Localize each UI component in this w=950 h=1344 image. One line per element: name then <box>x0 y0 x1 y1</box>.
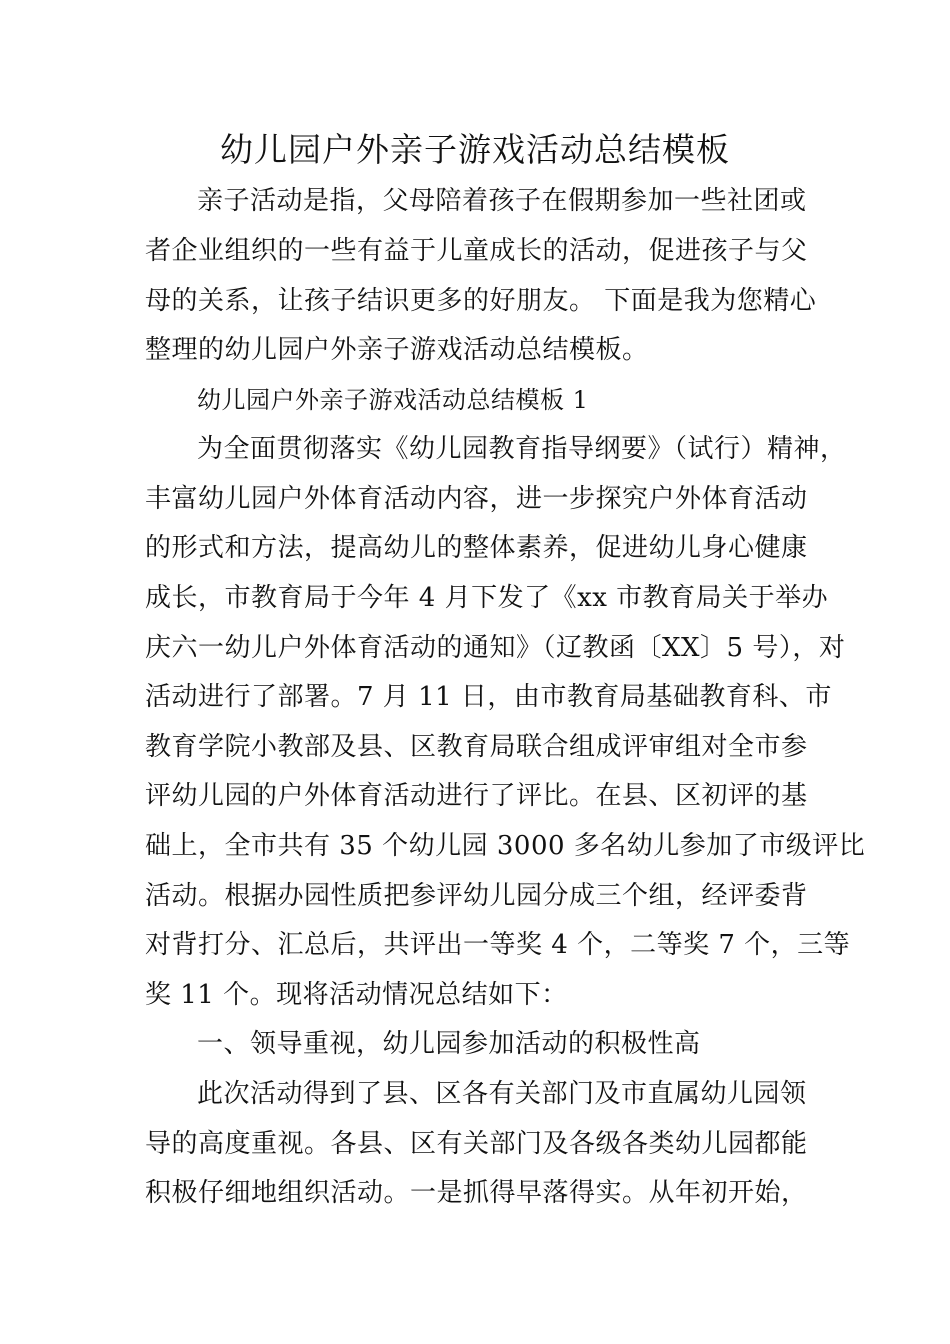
paragraph-line: 丰富幼儿园户外体育活动内容，进一步探究户外体育活动 <box>145 484 808 514</box>
paragraph-line: 的形式和方法，提高幼儿的整体素养，促进幼儿身心健康 <box>145 533 808 563</box>
paragraph-line: 亲子活动是指，父母陪着孩子在假期参加一些社团或 <box>197 186 807 216</box>
section-heading: 幼儿园户外亲子游戏活动总结模板 1 <box>197 386 589 414</box>
paragraph-line: 评幼儿园的户外体育活动进行了评比。在县、区初评的基 <box>145 781 808 811</box>
paragraph-line: 积极仔细地组织活动。一是抓得早落得实。从年初开始， <box>145 1178 808 1208</box>
paragraph-line: 母的关系，让孩子结识更多的好朋友。 下面是我为您精心 <box>145 286 817 316</box>
paragraph-line: 整理的幼儿园户外亲子游戏活动总结模板。 <box>145 335 649 365</box>
paragraph-line: 础上，全市共有 35 个幼儿园 3000 多名幼儿参加了市级评比 <box>145 831 866 861</box>
paragraph-line: 庆六一幼儿户外体育活动的通知》（辽教函〔XX〕5 号），对 <box>145 633 846 663</box>
paragraph-line: 为全面贯彻落实《幼儿园教育指导纲要》（试行）精神， <box>197 434 847 464</box>
paragraph-line: 活动进行了部署。7 月 11 日，由市教育局基础教育科、市 <box>145 682 832 712</box>
paragraph-line: 对背打分、汇总后，共评出一等奖 4 个，二等奖 7 个，三等 <box>145 930 851 960</box>
paragraph-line: 成长，市教育局于今年 4 月下发了《xx 市教育局关于举办 <box>145 583 829 613</box>
paragraph-line: 活动。根据办园性质把参评幼儿园分成三个组，经评委背 <box>145 881 808 911</box>
section-heading: 一、领导重视，幼儿园参加活动的积极性高 <box>197 1029 701 1059</box>
paragraph-line: 者企业组织的一些有益于儿童成长的活动，促进孩子与父 <box>145 236 808 266</box>
paragraph-line: 导的高度重视。各县、区有关部门及各级各类幼儿园都能 <box>145 1129 808 1159</box>
paragraph-line: 此次活动得到了县、区各有关部门及市直属幼儿园领 <box>197 1079 807 1109</box>
page-title: 幼儿园户外亲子游戏活动总结模板 <box>220 130 730 169</box>
paragraph-line: 教育学院小教部及县、区教育局联合组成评审组对全市参 <box>145 732 808 762</box>
paragraph-line: 奖 11 个。现将活动情况总结如下： <box>145 980 568 1010</box>
